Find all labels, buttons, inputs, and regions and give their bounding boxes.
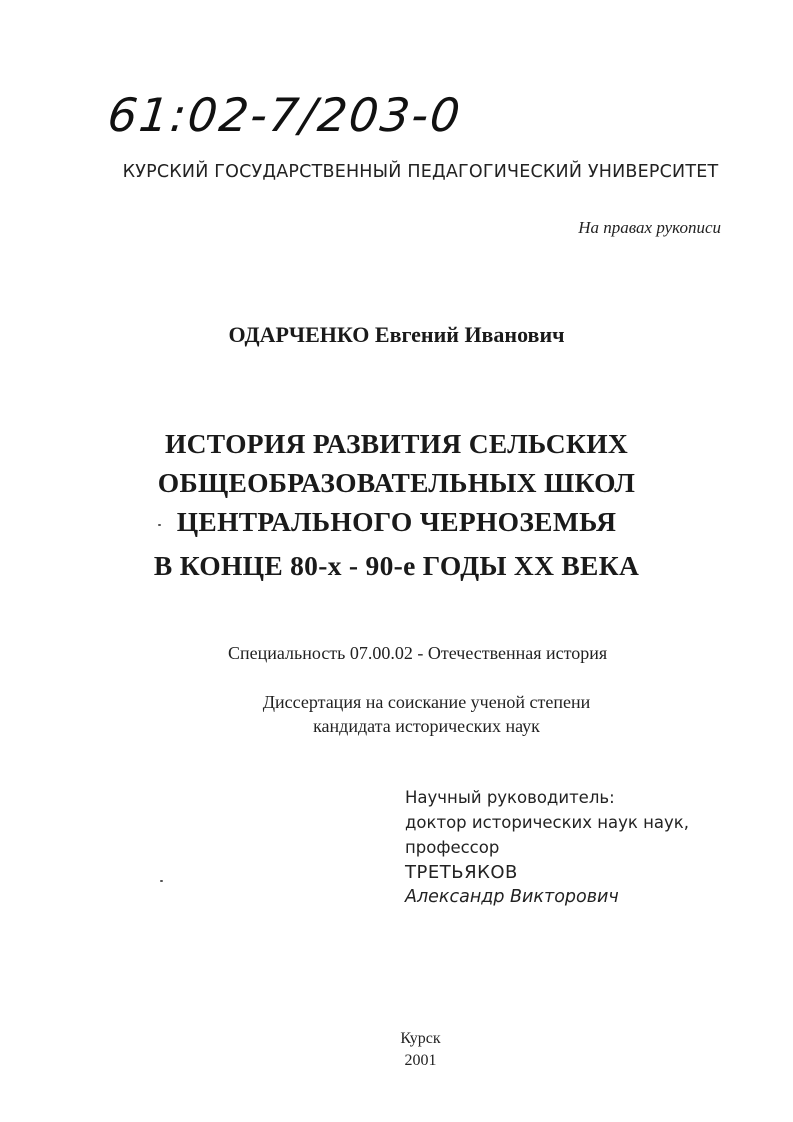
scientific-advisor xyxy=(405,785,689,910)
dissertation-degree xyxy=(0,690,793,738)
title-line: В КОНЦЕ 80-х - 90-е ГОДЫ XX ВЕКА xyxy=(153,550,640,581)
advisor-name: Александр Викторович xyxy=(405,887,619,907)
author-name xyxy=(0,322,793,348)
scan-speck xyxy=(160,880,163,882)
author-given-names: Евгений Иванович xyxy=(374,322,565,347)
advisor-rank: профессор xyxy=(405,838,500,857)
author-surname: ОДАРЧЕНКО xyxy=(228,322,370,347)
degree-line: Диссертация на соискание ученой степени xyxy=(262,692,591,712)
archive-number: 61:02-7/203-0 xyxy=(105,88,465,142)
title-line: ОБЩЕОБРАЗОВАТЕЛЬНЫХ ШКОЛ xyxy=(157,467,636,498)
advisor-degree: доктор исторических наук наук, xyxy=(405,813,690,832)
scan-speck xyxy=(158,524,161,526)
manuscript-rights-note: На правах рукописи xyxy=(578,218,721,237)
title-line: ЦЕНТРАЛЬНОГО ЧЕРНОЗЕМЬЯ xyxy=(176,506,617,537)
university-name: КУРСКИЙ ГОСУДАРСТВЕННЫЙ ПЕДАГОГИЧЕСКИЙ УНИВЕРСИТЕТ xyxy=(122,162,719,182)
year: 2001 xyxy=(404,1052,437,1069)
title-line: ИСТОРИЯ РАЗВИТИЯ СЕЛЬСКИХ xyxy=(164,428,629,459)
specialty-line: Специальность 07.00.02 - Отечественная история xyxy=(228,643,608,663)
advisor-label: Научный руководитель: xyxy=(405,788,615,807)
advisor-surname: ТРЕТЬЯКОВ xyxy=(405,862,518,883)
dissertation-title xyxy=(0,424,793,585)
degree-line: кандидата исторических наук xyxy=(313,716,540,736)
place-and-year xyxy=(0,1028,793,1072)
city: Курск xyxy=(400,1030,441,1047)
